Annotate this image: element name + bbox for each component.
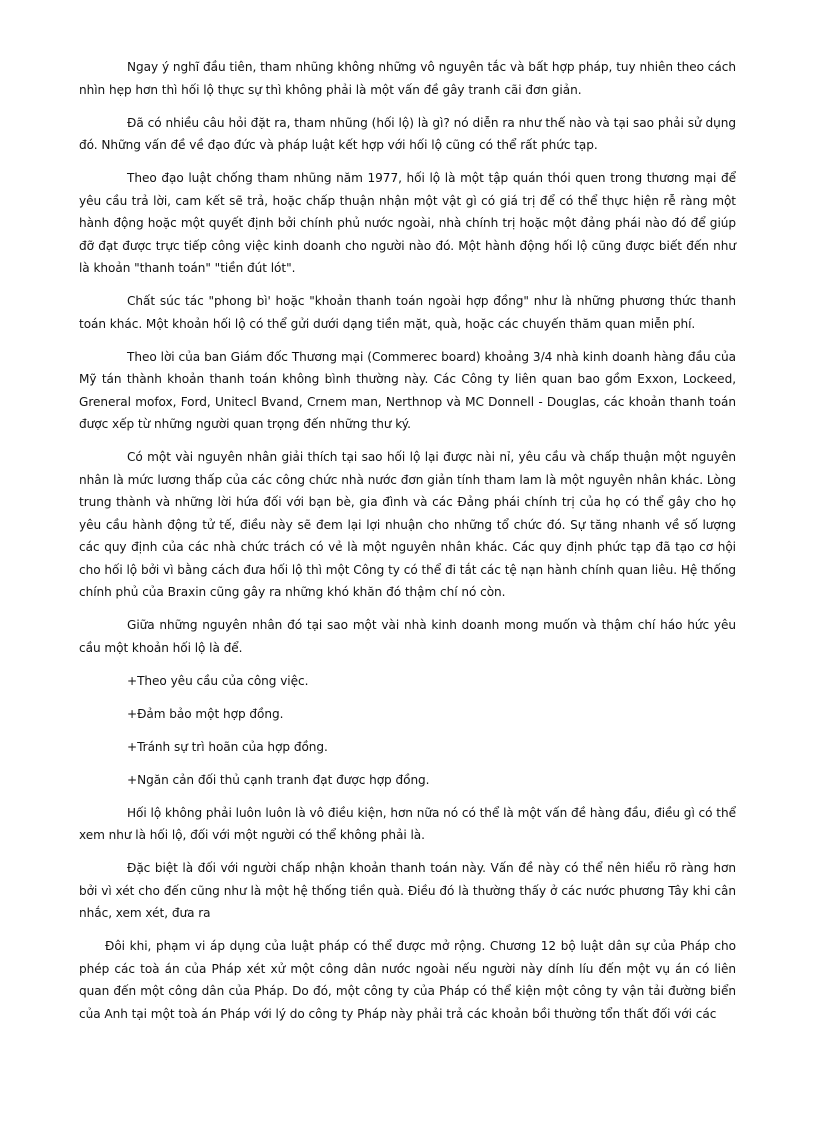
paragraph-1: Ngay ý nghĩ đầu tiên, tham nhũng không những vô nguyên tắc và bất hợp pháp, tuy nhiên theo cách nhìn hẹp hơn thì hối lộ thực sự thì không phải là một vấn đề gây tranh cãi đơn giản. bbox=[79, 60, 736, 97]
paragraph-6: Có một vài nguyên nhân giải thích tại sao hối lộ lại được nài nỉ, yêu cầu và chấp thuận một nguyên nhân là mức lương thấp của các công chức nhà nước đơn giản tính tham lam là một nguyên nhân khác. Lòng trung thành và những lời hứa đối với bạn bè, gia đình và các Đảng phái chính trị của họ có thể gây cho họ yêu cầu hành động tử tế, điều này sẽ đem lại lợi nhuận cho những tổ chức đó. Sự tăng nhanh về số lượng các quy định của các nhà chức trách có vẻ là một nguyên nhân khác. Các quy định phức tạp đã tạo cơ hội cho hối lộ bởi vì bằng cách đưa hối lộ thì một Công ty có thể đi tắt các tệ nạn hành chính quan liêu. Hệ thống chính phủ của Braxin cũng gây ra những khó khăn đó thậm chí nó còn. bbox=[79, 450, 736, 599]
document-page bbox=[79, 56, 736, 1036]
list-item: +Theo yêu cầu của công việc. bbox=[127, 673, 309, 688]
paragraph-3: Theo đạo luật chống tham nhũng năm 1977, hối lộ là một tập quán thói quen trong thương mại để yêu cầu trả lời, cam kết sẽ trả, hoặc chấp thuận nhận một vật gì có giá trị để có thể thực hiện rễ ràng một hành động hoặc một quyết định bởi chính phủ nước ngoài, nhà chính trị hoặc một đảng phái nào đó để giúp đỡ đạt được trực tiếp công việc kinh doanh cho người nào đó. Một hành động hối lộ cũng được biết đến như là khoản "thanh toán" "tiền đút lót". bbox=[79, 171, 736, 275]
paragraph-7: Giữa những nguyên nhân đó tại sao một vài nhà kinh doanh mong muốn và thậm chí háo hức yêu cầu một khoản hối lộ là để. bbox=[79, 618, 736, 655]
list-item: +Tránh sự trì hoãn của hợp đồng. bbox=[127, 739, 328, 754]
list-item: +Ngăn cản đối thủ cạnh tranh đạt được hợp đồng. bbox=[127, 772, 430, 787]
paragraph-4: Chất súc tác "phong bì' hoặc "khoản thanh toán ngoài hợp đồng" như là những phương thức thanh toán khác. Một khoản hối lộ có thể gửi dưới dạng tiền mặt, quà, hoặc các chuyến thăm quan miễn phí. bbox=[79, 294, 736, 331]
paragraph-10: Đôi khi, phạm vi áp dụng của luật pháp có thể được mở rộng. Chương 12 bộ luật dân sự của Pháp cho phép các toà án của Pháp xét xử một công dân nước ngoài nếu người này dính líu đến một vụ án có liên quan đến một công dân của Pháp. Do đó, một công ty của Pháp có thể kiện một công ty vận tải đường biển của Anh tại một toà án Pháp với lý do công ty Pháp này phải trả các khoản bồi thường tổn thất đối với các bbox=[79, 939, 736, 1021]
list-item: +Đảm bảo một hợp đồng. bbox=[127, 706, 284, 721]
paragraph-9: Đặc biệt là đối với người chấp nhận khoản thanh toán này. Vấn đề này có thể nên hiểu rõ ràng hơn bởi vì xét cho đến cũng như là một hệ thống tiền quà. Điều đó là thường thấy ở các nước phương Tây khi cân nhắc, xem xét, đưa ra bbox=[79, 861, 736, 920]
paragraph-5: Theo lời của ban Giám đốc Thương mại (Commerec board) khoảng 3/4 nhà kinh doanh hàng đầu của Mỹ tán thành khoản thanh toán không bình thường này. Các Công ty liên quan bao gồm Exxon, Lockeed, Greneral mofox, Ford, Unitecl Bvand, Crnem man, Nerthnop và MC Donnell - Douglas, các khoản thanh toán được xếp từ những người quan trọng đến những thư ký. bbox=[79, 349, 736, 431]
paragraph-2: Đã có nhiều câu hỏi đặt ra, tham nhũng (hối lộ) là gì? nó diễn ra như thế nào và tại sao phải sử dụng đó. Những vấn đề về đạo đức và pháp luật kết hợp với hối lộ cũng có thể rất phức tạp. bbox=[79, 115, 736, 152]
paragraph-8: Hối lộ không phải luôn luôn là vô điều kiện, hơn nữa nó có thể là một vấn đề hàng đầu, điều gì có thể xem như là hối lộ, đối với một người có thể không phải là. bbox=[79, 805, 736, 842]
